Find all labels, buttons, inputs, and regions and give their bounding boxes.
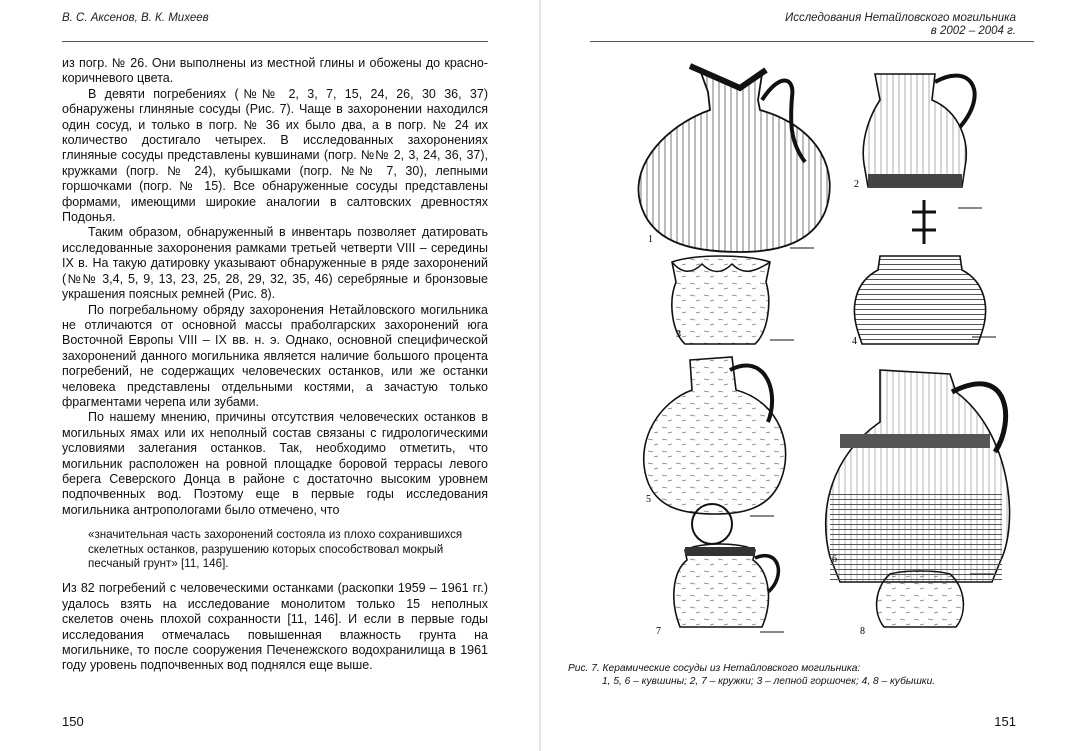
vessel-4-label: 4 [852,336,857,347]
vessel-6-label: 6 [832,554,837,565]
page-number-right: 151 [994,714,1016,729]
ceramic-vessels-figure [590,52,1034,652]
page-number-left: 150 [62,714,84,729]
figure-caption [568,662,1048,688]
potter-mark [912,200,936,244]
caption-line1: Рис. 7. Керамические сосуды из Нетайловского могильника: [568,663,861,674]
vessel-3-pot [672,256,794,344]
running-head-right-line1: Исследования Нетайловского могильника [784,12,1016,24]
vessel-2-label: 2 [854,179,859,190]
vessel-5-label: 5 [646,494,651,505]
header-rule-left [62,41,488,42]
vessel-2-mug [854,74,982,208]
vessel-6-jug [826,370,1010,582]
paragraph-6: Из 82 погребений с человеческими останками (раскопки 1959 – 1961 гг.) удалось взять на исследование монолитом только 15 неполных скелетов очень плохой сохранности [11, 146]. И если в первые годы исследования отмечалась повышенная влажность грунта на могильнике, то после сооружения Печенежского водохранилища в 1961 году уровень подпочвенных вод поднялся еще выше. [62,581,488,673]
paragraph-4: По погребальному обряду захоронения Нетайловского могильника не отличаются от основной массы праболгарских захоронений юга Восточной Европы VIII – IX вв. н. э. Однако, основной специфической захоронений данного могильника является наличие большого процента погребений, не содержащих человеческих останков, или же останки человека представлены отдельными костями, а зачастую только фрагментами черепа или зубами. [62,302,488,409]
vessel-3-label: 3 [676,329,681,340]
vessel-1-label: 1 [648,234,653,245]
running-head-right-line2: в 2002 – 2004 г. [930,25,1016,37]
vessel-4-kubyshka [852,256,996,347]
vessel-8-label: 8 [860,626,865,637]
running-head-right [785,12,1016,38]
paragraph-5: По нашему мнению, причины отсутствия человеческих останков в могильных ямах или их неполный состав связаны с гидрологическими условиями залегания останков. Так, необходимо отметить, что могильник расположен на ровной площадке боровой террасы левого берега Северского Донца в районе с достаточно высоким уровнем подпочвенных вод. Поэтому еще в первые годы исследования могильника антропологами было отмечено, что [62,410,488,517]
paragraph-3: Таким образом, обнаруженный в инвентарь позволяет датировать исследованные захоронения рамками третьей четверти VIII – середины IX в. На такую датировку указывают обнаруженные в ряде захоронений (№№ 3,4, 5, 9, 13, 23, 25, 28, 29, 32, 35, 46) серебряные и бронзовые украшения поясных ремней (Рис. 8). [62,225,488,302]
running-head-left: В. С. Аксенов, В. К. Михеев [62,12,209,24]
vessel-5-jug [644,357,786,544]
block-quote: «значительная часть захоронений состояла из плохо сохранившихся скелетных останков, разрушению которых способствовал мокрый песчаный грунт» [11, 146]. [88,528,463,570]
body-text [62,56,488,674]
header-rule-right [590,41,1034,42]
caption-line2: 1, 5, 6 – кувшины; 2, 7 – кружки; 3 – лепной горшочек; 4, 8 – кубышки. [602,676,936,687]
vessel-7-mug [656,544,784,637]
vessel-7-label: 7 [656,626,661,637]
right-page [540,0,1080,751]
paragraph-2: В девяти погребениях (№№ 2, 3, 7, 15, 24, 26, 30 36, 37) обнаружены глиняные сосуды (Рис. 7). Чаще в захоронении находился один сосуд, и только в погр. № 36 их было два, а в погр. № 24 их количество достигало четырех. В исследованных захоронениях глиняные сосуды представлены кувшинами (погр. №№ 2, 3, 24, 36, 37), кружками (погр. № 24), кубышками (погр. №№ 7, 30), лепными горшочками (погр. № 15). Все обнаруженные сосуды представлены формами, имеющими широкие аналогии в салтовских древностях Подонья. [62,86,488,225]
paragraph-1: из погр. № 26. Они выполнены из местной глины и обожены до красно-коричневого цвета. [62,56,488,86]
vessel-1-jug [638,66,829,252]
